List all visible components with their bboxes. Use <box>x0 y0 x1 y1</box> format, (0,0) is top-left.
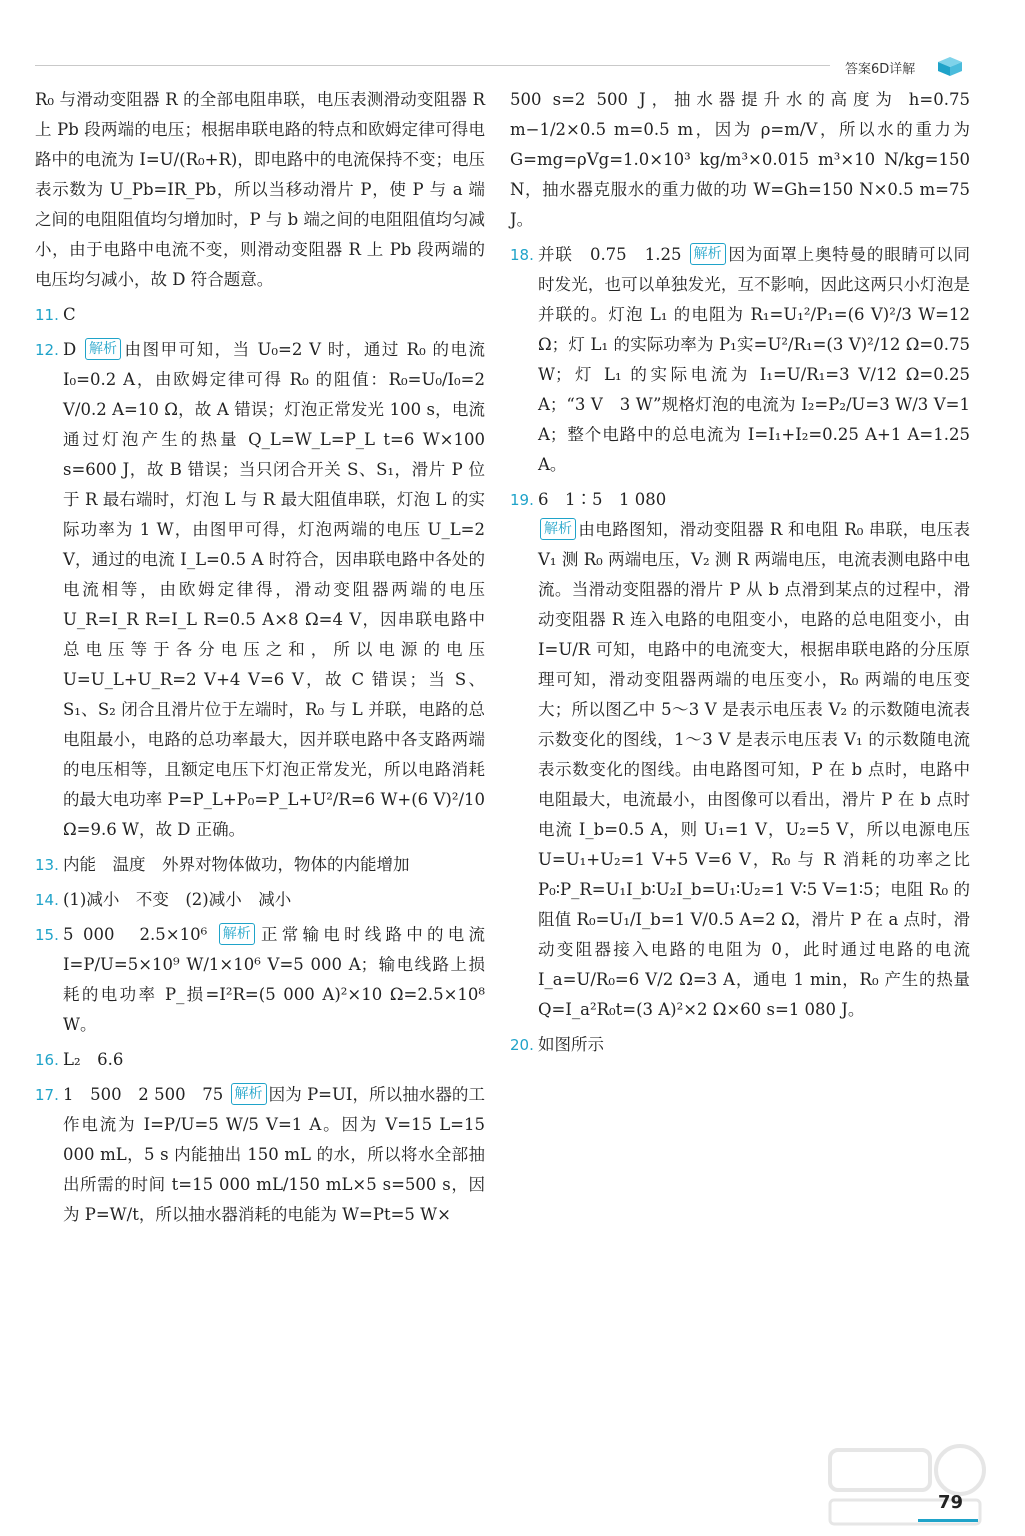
right-intro: 500 s=2 500 J，抽水器提升水的高度为 h=0.75 m−1/2×0.5 m=0.5 m，因为 ρ=m/V，所以水的重力为 G=mg=ρVg=1.0×10³ kg/m³×0.015 m³×10 N/kg=150 N，抽水器克服水的重力做的功 W=Gh=150 N×0.5 m=75 J。 <box>510 90 970 229</box>
item-explanation: 因为 P=UI，所以抽水器的工作电流为 I=P/U=5 W/5 V=1 A。因为 V=15 L=15 000 mL，5 s 内能抽出 150 mL 的水，所以将水全部抽出所需的时间 t=15 000 mL/150 mL×5 s=500 s，因为 P=W/t，所以抽水器消耗的电能为 W=Pt=5 W× <box>63 1085 485 1224</box>
item-number: 16. <box>35 1051 59 1069</box>
item-answer: 6 1∶5 1 080 <box>538 490 667 509</box>
answer-item <box>35 920 485 1040</box>
answer-item <box>35 335 485 845</box>
item-answer: 5 000 2.5×10⁶ <box>63 925 208 944</box>
analysis-tag: 解析 <box>85 338 121 360</box>
item-answer: 如图所示 <box>538 1035 604 1054</box>
item-answer: 并联 0.75 1.25 <box>538 245 682 264</box>
left-intro: R₀ 与滑动变阻器 R 的全部电阻串联，电压表测滑动变阻器 R 上 Pb 段两端的电压；根据串联电路的特点和欧姆定律可得电路中的电流为 I=U/(R₀+R)，即电路中的电流保持不变；电压表示数为 U_Pb=IR_Pb，所以当移动滑片 P，使 P 与 a 端之间的电阻阻值均匀增加时，P 与 b 端之间的电阻阻值均匀减小，由于电路中电流不变，则滑动变阻器 R 上 Pb 段两端的电压均匀减小，故 D 符合题意。 <box>35 90 485 289</box>
analysis-tag: 解析 <box>540 518 576 540</box>
analysis-tag: 解析 <box>219 923 255 945</box>
item-explanation: 因为面罩上奥特曼的眼睛可以同时发光，也可以单独发光，互不影响，因此这两只小灯泡是并联的。灯泡 L₁ 的电阻为 R₁=U₁²/P₁=(6 V)²/3 W=12 Ω；灯 L₁ 的实际功率为 P₁实=U²/R₁=(3 V)²/12 Ω=0.75 W；灯 L₁ 的实际电流为 I₁=U/R₁=3 V/12 Ω=0.25 A；“3 V 3 W”规格灯泡的电流为 I₂=P₂/U=3 W/3 V=1 A；整个电路中的总电流为 I=I₁+I₂=0.25 A+1 A=1.25 A。 <box>538 245 970 474</box>
left-column <box>35 85 485 1235</box>
analysis-tag: 解析 <box>690 243 726 265</box>
item-explanation: 正常输电时线路中的电流 I=P/U=5×10⁹ W/1×10⁶ V=5 000 A；输电线路上损耗的电功率 P_损=I²R=(5 000 A)²×10 Ω=2.5×10⁸ W。 <box>63 925 486 1034</box>
header-rule <box>35 65 830 66</box>
answer-item <box>510 485 970 1025</box>
item-answer: 1 500 2 500 75 <box>63 1085 224 1104</box>
item-answer: C <box>63 305 76 324</box>
item-number: 17. <box>35 1086 59 1104</box>
header-title: 答案6D详解 <box>845 62 916 77</box>
footer-accent-bar <box>918 1519 978 1522</box>
right-column <box>510 85 970 1065</box>
page-number: 79 <box>938 1492 964 1513</box>
watermark-logo-icon <box>820 1440 990 1530</box>
answer-item <box>35 1080 485 1230</box>
answer-item <box>35 300 485 330</box>
item-number: 14. <box>35 891 59 909</box>
answer-item <box>510 1030 970 1060</box>
item-answer: D <box>63 340 77 359</box>
answer-item <box>510 240 970 480</box>
answer-item <box>35 1045 485 1075</box>
item-number: 12. <box>35 341 59 359</box>
cube-logo-icon <box>935 55 965 77</box>
item-explanation: 由图甲可知，当 U₀=2 V 时，通过 R₀ 的电流 I₀=0.2 A，由欧姆定律可得 R₀ 的阻值：R₀=U₀/I₀=2 V/0.2 A=10 Ω，故 A 错误；灯泡正常发光 100 s，电流通过灯泡产生的热量 Q_L=W_L=P_L t=6 W×100 s=600 J，故 B 错误；当只闭合开关 S、S₁，滑片 P 位于 R 最右端时，灯泡 L 与 R 最大阻值串联，灯泡 L 的实际功率为 1 W，由图甲可得，灯泡两端的电压 U_L=2 V，通过的电流 I_L=0.5 A 时符合，因串联电路中各处的电流相等，由欧姆定律得，滑动变阻器两端的电压 U_R=I_R R=I_L R=0.5 A×8 Ω=4 V，因串联电路中总电压等于各分电压之和，所以电源的电压 U=U_L+U_R=2 V+4 V=6 V，故 C 错误；当 S、S₁、S₂ 闭合且滑片位于左端时，R₀ 与 L 并联，电路的总电阻最小，电路的总功率最大，因并联电路中各支路两端的电压相等，且额定电压下灯泡正常发光，所以电路消耗的最大电功率 P=P_L+P₀=P_L+U²/R=6 W+(6 V)²/10 Ω=9.6 W，故 D 正确。 <box>63 340 485 839</box>
item-number: 20. <box>510 1036 534 1054</box>
item-explanation: 由电路图知，滑动变阻器 R 和电阻 R₀ 串联，电压表 V₁ 测 R₀ 两端电压，V₂ 测 R 两端电压，电流表测电路中电流。当滑动变阻器的滑片 P 从 b 点滑到某点的过程中，滑动变阻器 R 连入电路的电阻变小，电路的总电阻变小，由 I=U/R 可知，电路中的电流变大，根据串联电路的分压原理可知，滑动变阻器两端的电压变小，R₀ 两端的电压变大；所以图乙中 5～3 V 是表示电压表 V₂ 的示数随电流表示数变化的图线，1～3 V 是表示电压表 V₁ 的示数随电流表示数变化的图线。由电路图可知，P 在 b 点时，电路中电阻最大，电流最小，由图像可以看出，滑片 P 在 b 点时电流 I_b=0.5 A，则 U₁=1 V，U₂=5 V，所以电源电压 U=U₁+U₂=1 V+5 V=6 V，R₀ 与 R 消耗的功率之比 P₀∶P_R=U₁I_b∶U₂I_b=U₁∶U₂=1 V∶5 V=1∶5；电阻 R₀ 的阻值 R₀=U₁/I_b=1 V/0.5 A=2 Ω，滑片 P 在 a 点时，滑动变阻器接入电路的电阻为 0，此时通过电路的电流 I_a=U/R₀=6 V/2 Ω=3 A，通电 1 min，R₀ 产生的热量 Q=I_a²R₀t=(3 A)²×2 Ω×60 s=1 080 J。 <box>538 520 970 1019</box>
answer-item <box>35 850 485 880</box>
item-number: 15. <box>35 926 59 944</box>
item-answer: L₂ 6.6 <box>63 1050 124 1069</box>
item-answer: (1)减小 不变 (2)减小 减小 <box>63 890 292 909</box>
item-number: 11. <box>35 306 59 324</box>
item-answer: 内能 温度 外界对物体做功，物体的内能增加 <box>63 855 410 874</box>
analysis-tag: 解析 <box>231 1083 267 1105</box>
answer-item <box>35 885 485 915</box>
item-number: 19. <box>510 491 534 509</box>
item-number: 13. <box>35 856 59 874</box>
item-number: 18. <box>510 246 534 264</box>
